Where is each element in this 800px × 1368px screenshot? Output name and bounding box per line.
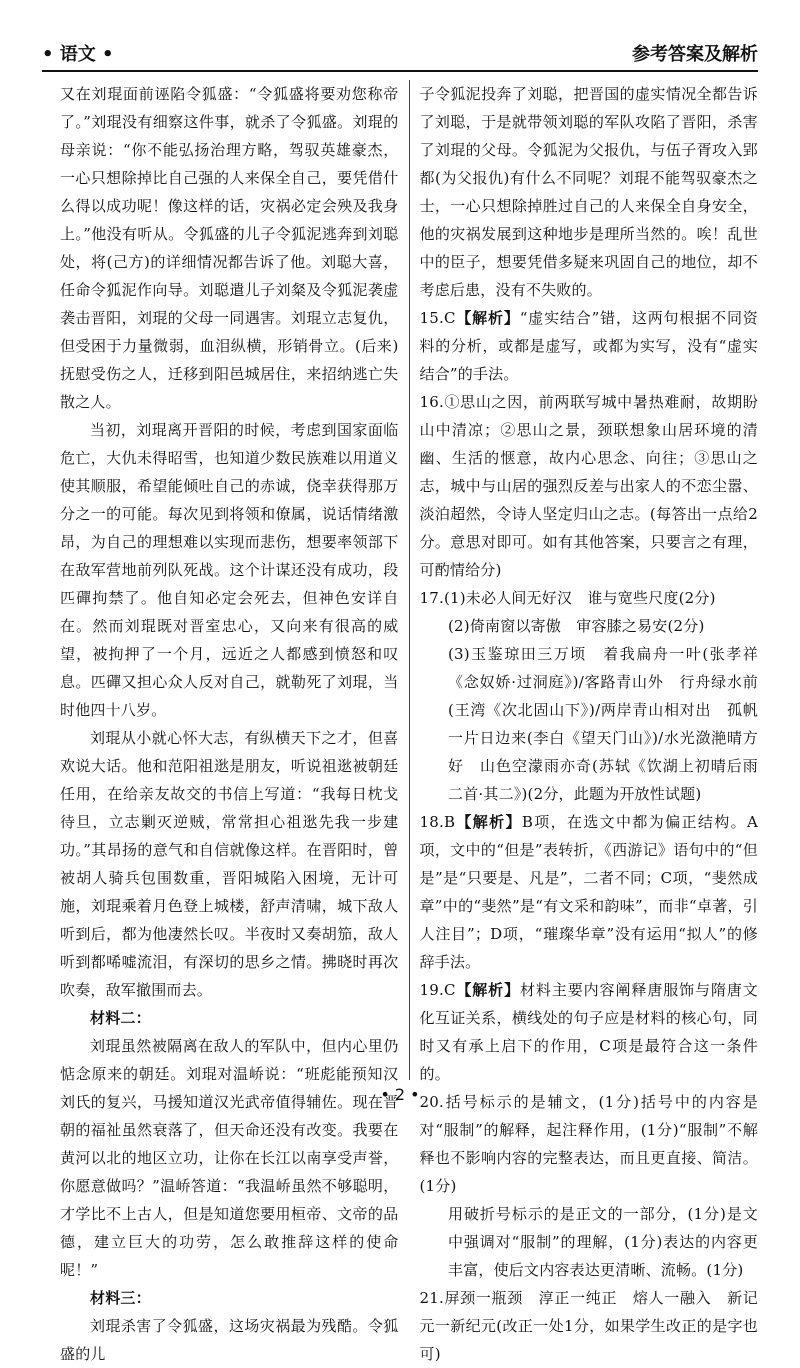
page-header <box>42 40 758 72</box>
answer-20-cont: 用破折号标示的是正文的一部分，(1分)是文中强调对“服制”的理解，(1分)表达的内容更丰富，使后文内容表达更清晰、流畅。(1分) <box>448 1205 758 1279</box>
answer-17-1: 17.(1)未必人间无好汉 谁与宽些尺度(2分) <box>419 589 716 607</box>
answer-21: 21.屏颈一瓶颈 淳正一纯正 熔人一融入 新记元一新纪元(改正一处1分，如果学生改正的是字也可) <box>419 1289 758 1363</box>
answer-text: 材料主要内容阐释唐服饰与隋唐文化互证关系，横线处的句子应是材料的核心句，同时又有承上启下的作用，C项是最符合这一条件的。 <box>419 981 758 1083</box>
answer-number: 18.B <box>419 813 456 831</box>
two-column-body <box>60 80 758 1363</box>
answer-17-3: (3)玉鉴琼田三万顷 着我扁舟一叶(张孝祥《念奴娇·过洞庭》)/客路青山外 行舟绿水前(王湾《次北固山下》)/两岸青山相对出 孤帆一片日边来(李白《望天门山》)/水光潋滟晴方好 山色空濛雨亦奇(苏轼《饮湖上初晴后雨二首·其二》)(2分，此题为开放性试题) <box>448 645 758 803</box>
material-heading: 材料三： <box>90 1289 151 1307</box>
answer-number: 15.C <box>419 309 456 327</box>
analysis-tag: 【解析】 <box>455 813 522 831</box>
answer-19 <box>420 976 759 1088</box>
answer-number: 19.C <box>419 981 456 999</box>
translation-paragraph: 子令狐泥投奔了刘聪，把晋国的虚实情况全都告诉了刘聪，于是就带领刘聪的军队攻陷了晋阳，杀害了刘琨的父母。令狐泥为父报仇，与伍子胥攻入郢都(为父报仇)有什么不同呢？刘琨不能驾驭豪杰之士，一心只想除掉胜过自己的人来保全自身安全，他的灾祸发展到这种地步是理所当然的。唉！乱世中的臣子，想要凭借多疑来巩固自己的地位，却不考虑后患，没有不失败的。 <box>419 85 758 299</box>
answer-text: “虚实结合”错，这两句根据不同资料的分析，或都是虚写，或都为实写，没有“虚实结合”的手法。 <box>419 309 758 383</box>
answer-16: 16.①思山之因，前两联写城中暑热难耐，故期盼山中清凉；②思山之景，颈联想象山居环境的清幽、生活的惬意，故内心思念、向往；③思山之志，城中与山居的强烈反差与出家人的不恋尘嚣、淡泊超然，令诗人坚定归山之志。(每答出一点给2分。意思对即可。如有其他答案，只要言之有理，可酌情给分) <box>419 393 758 579</box>
left-column <box>60 80 410 1363</box>
translation-paragraph: 刘琨虽然被隔离在敌人的军队中，但内心里仍惦念原来的朝廷。刘琨对温峤说：“班彪能预知汉刘氏的复兴，马援知道汉光武帝值得辅佐。现在晋朝的福祉虽然衰落了，但天命还没有改变。我要在黄河以北的地区立功，让你在长江以南享受声誉，你愿意做吗？”温峤答道：“我温峤虽然不够聪明，才学比不上古人，但是知道您要用桓帝、文帝的品德，建立巨大的功劳，怎么敢推辞这样的使命呢！” <box>60 1037 399 1279</box>
right-column <box>410 80 759 1363</box>
answer-20: 20.括号标示的是辅文，(1分)括号中的内容是对“服制”的解释，起注释作用，(1分)“服制”不解释也不影响内容的完整表达，而且更直接、简洁。(1分) <box>419 1093 758 1195</box>
analysis-tag: 【解析】 <box>455 981 521 999</box>
material-heading: 材料二： <box>90 1009 151 1027</box>
answer-18 <box>420 808 759 976</box>
answer-15 <box>420 304 759 388</box>
section-title: 参考答案及解析 <box>632 44 758 65</box>
answer-text: B项，在选文中都为偏正结构。A项，文中的“但是”表转折，《西游记》语句中的“但是”是“只要是、凡是”，二者不同；C项，“斐然成章”中的“斐然”是“有文采和韵味”，而非“卓著，引人注目”；D项，“璀璨华章”没有运用“拟人”的修辞手法。 <box>419 813 758 971</box>
analysis-tag: 【解析】 <box>455 309 520 327</box>
translation-paragraph: 当初，刘琨离开晋阳的时候，考虑到国家面临危亡，大仇未得昭雪，也知道少数民族难以用道义使其顺服，希望能倾吐自己的赤诚，侥幸获得那万分之一的可能。每次见到将领和僚属，说话情绪激昂，为自己的理想难以实现而悲伤，想要率领部下在敌军营地前列队死战。这个计谋还没有成功，段匹磾拘禁了。他自知必定会死去，但神色安详自在。然而刘琨既对晋室忠心，又向来有很高的威望，被拘押了一个月，远近之人都感到愤怒和叹息。匹磾又担心众人反对自己，就勒死了刘琨，当时他四十八岁。 <box>60 421 399 719</box>
subject-label: • 语文 • <box>42 44 114 65</box>
answer-17-2: (2)倚南窗以寄傲 审容膝之易安(2分) <box>448 617 705 635</box>
translation-paragraph: 刘琨从小就心怀大志，有纵横天下之才，但喜欢说大话。他和范阳祖逖是朋友，听说祖逖被朝廷任用，在给亲友故交的书信上写道：“我每日枕戈待旦，立志剿灭逆贼，常常担心祖逖先我一步建功。”其昂扬的意气和自信就像这样。在晋阳时，曾被胡人骑兵包围数重，晋阳城陷入困境，无计可施，刘琨乘着月色登上城楼，舒声清啸，城下敌人听到后，都为他凄然长叹。半夜时又奏胡笳，敌人听到都唏嘘流泪，有深切的思乡之情。拂晓时再次吹奏，敌军撤围而去。 <box>60 729 399 999</box>
translation-paragraph: 刘琨杀害了令狐盛，这场灾祸最为残酷。令狐盛的儿 <box>60 1317 399 1363</box>
translation-paragraph: 又在刘琨面前诬陷令狐盛：“令狐盛将要劝您称帝了。”刘琨没有细察这件事，就杀了令狐盛。刘琨的母亲说：“你不能弘扬治理方略，驾驭英雄豪杰，一心只想除掉比自己强的人来保全自己，要凭借什么得以成功呢！像这样的话，灾祸必定会殃及我身上。”他没有听从。令狐盛的儿子令狐泥逃奔到刘聪处，将(己方)的详细情况都告诉了他。刘聪大喜，任命令狐泥作向导。刘聪遣儿子刘粲及令狐泥袭虚袭击晋阳，刘琨的父母一同遇害。刘琨立志复仇，但受困于力量微弱，血泪纵横，形销骨立。(后来)抚慰受伤之人，迁移到阳邑城居住，来招纳逃亡失散之人。 <box>60 85 399 411</box>
page-number: • 2 • <box>380 1085 420 1104</box>
